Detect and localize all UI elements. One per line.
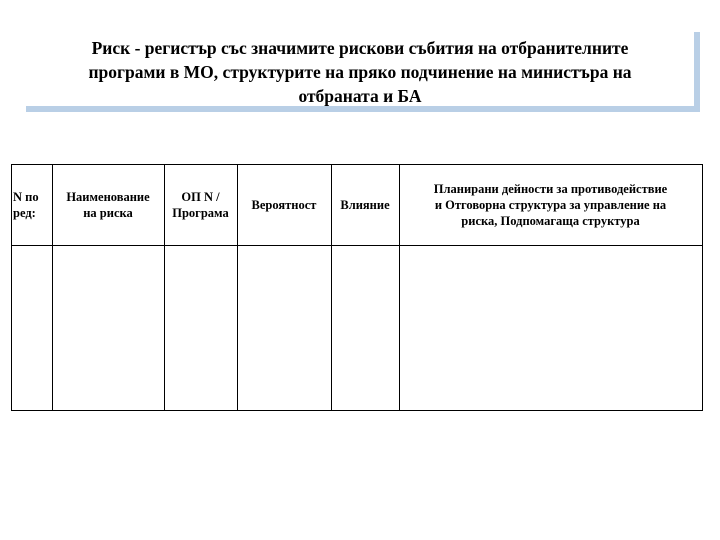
header-row-number: N по ред:: [13, 190, 39, 220]
header-planned-actions: Планирани дейности за противодействие и Отговорна структура за управление на риска, Подпомагаща структура: [433, 182, 668, 228]
header-risk-name: Наименование на риска: [66, 190, 150, 220]
header-row-divider: [12, 245, 702, 246]
risk-register-table: [11, 164, 703, 411]
header-program: ОП N / Програма: [172, 190, 229, 220]
title-box: [26, 32, 700, 112]
header-probability: Вероятност: [251, 198, 317, 212]
slide-title: Риск - регистър със значимите рискови събития на отбранителните програми в МО, структурите на пряко подчинение на министъра на отбраната и БА: [88, 38, 632, 106]
header-impact: Влияние: [340, 198, 390, 212]
